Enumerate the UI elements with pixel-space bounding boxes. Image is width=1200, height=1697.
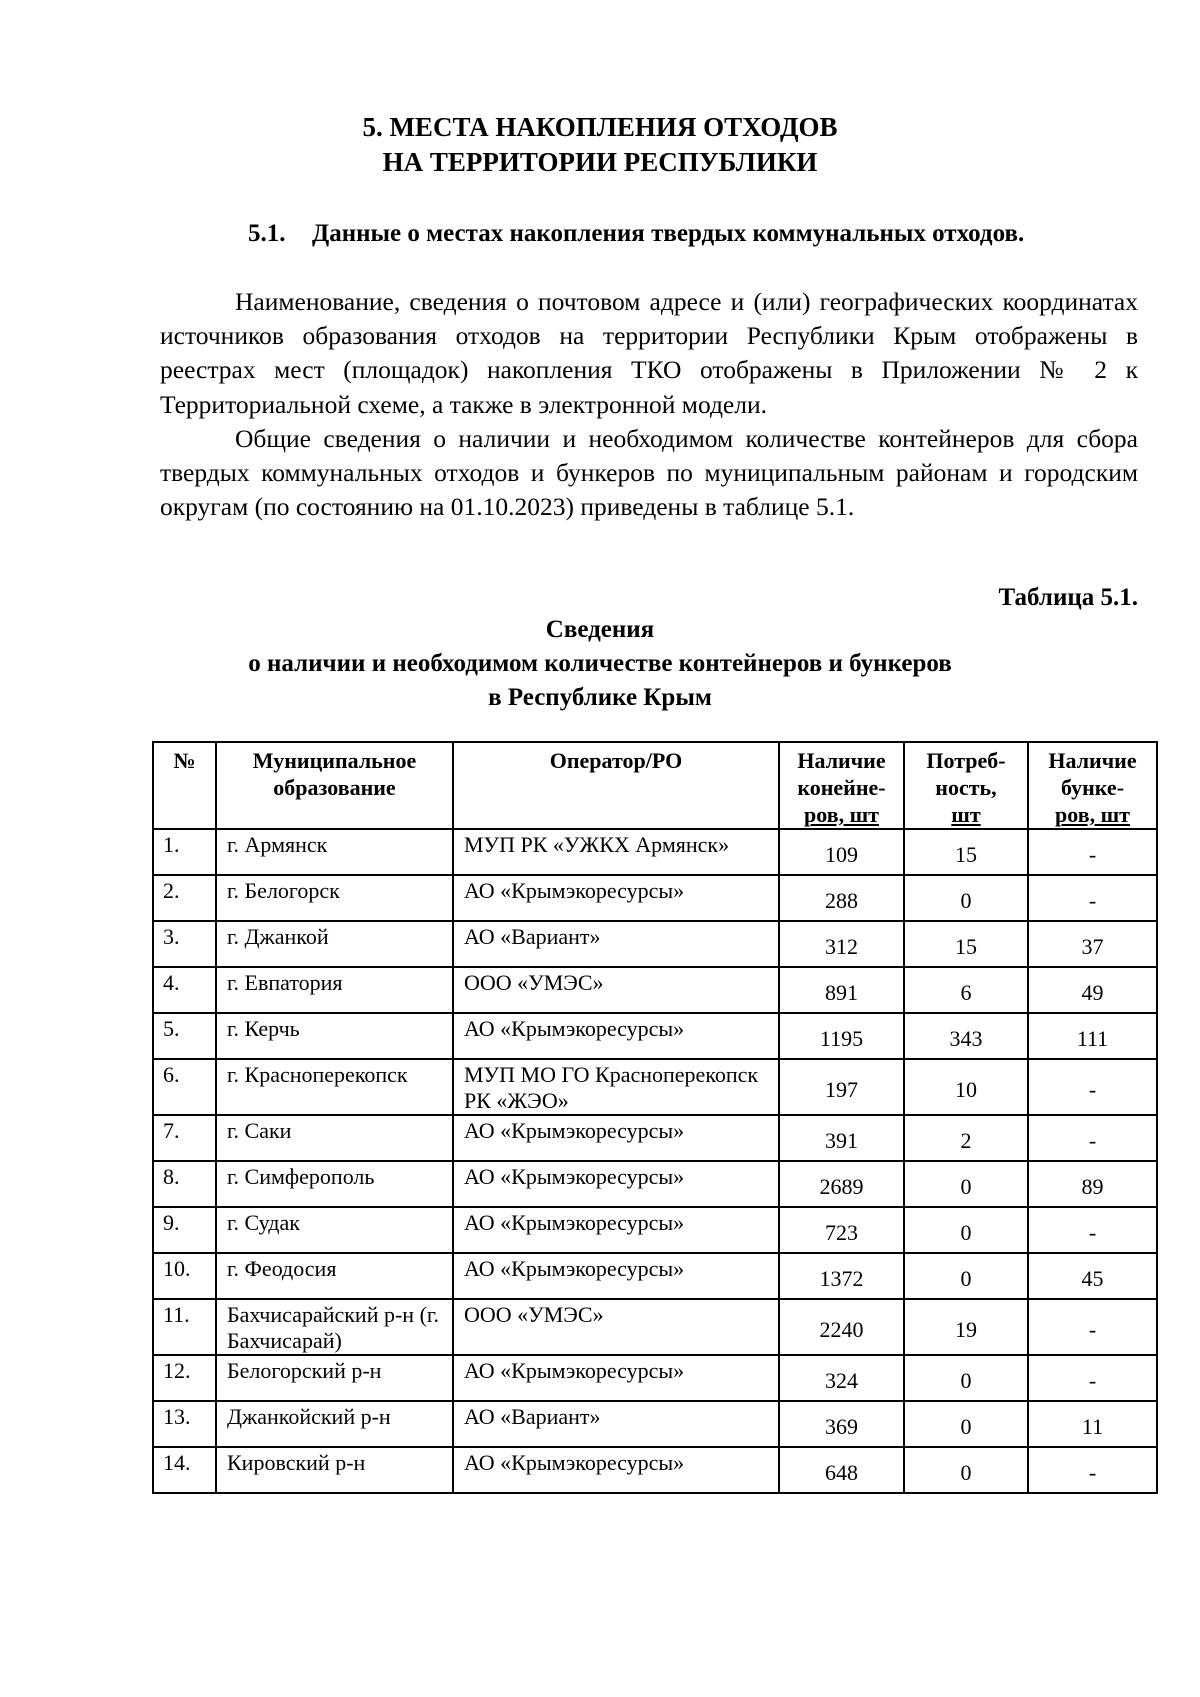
header-municipality: Муниципальное образование bbox=[216, 742, 453, 829]
row-containers: 197 bbox=[779, 1059, 904, 1115]
row-bunkers: - bbox=[1028, 1299, 1157, 1355]
row-operator: МУП РК «УЖКХ Армянск» bbox=[453, 829, 779, 875]
subsection-title: Данные о местах накопления твердых коммунальных отходов. bbox=[312, 220, 1025, 247]
row-num: 4. bbox=[153, 967, 216, 1013]
row-containers: 391 bbox=[779, 1115, 904, 1161]
row-containers: 1372 bbox=[779, 1253, 904, 1299]
row-num: 8. bbox=[153, 1161, 216, 1207]
row-operator: ООО «УМЭС» bbox=[453, 967, 779, 1013]
row-municipality: г. Евпатория bbox=[216, 967, 453, 1013]
row-operator: АО «Крымэкоресурсы» bbox=[453, 1013, 779, 1059]
table-row bbox=[153, 829, 1157, 875]
row-need: 6 bbox=[904, 967, 1028, 1013]
row-municipality: Джанкойский р-н bbox=[216, 1401, 453, 1447]
row-num: 14. bbox=[153, 1447, 216, 1493]
row-bunkers: 49 bbox=[1028, 967, 1157, 1013]
subsection-heading bbox=[248, 218, 1024, 250]
row-operator: АО «Вариант» bbox=[453, 1401, 779, 1447]
row-operator: АО «Крымэкоресурсы» bbox=[453, 1161, 779, 1207]
row-need: 0 bbox=[904, 875, 1028, 921]
row-containers: 288 bbox=[779, 875, 904, 921]
row-bunkers: 11 bbox=[1028, 1401, 1157, 1447]
row-operator: АО «Вариант» bbox=[453, 921, 779, 967]
table-row bbox=[153, 1299, 1157, 1355]
paragraph-2: Общие сведения о наличии и необходимом количестве контейнеров для сбора твердых коммунальных отходов и бункеров по муниципальным районам и городским округам (по состоянию на 01.10.2023) приведены в таблице 5.1. bbox=[160, 423, 1138, 522]
row-need: 2 bbox=[904, 1115, 1028, 1161]
row-bunkers: - bbox=[1028, 1059, 1157, 1115]
row-municipality: г. Белогорск bbox=[216, 875, 453, 921]
table-row bbox=[153, 1355, 1157, 1401]
row-need: 19 bbox=[904, 1299, 1028, 1355]
containers-table bbox=[152, 741, 1158, 1494]
row-bunkers: 111 bbox=[1028, 1013, 1157, 1059]
row-num: 10. bbox=[153, 1253, 216, 1299]
row-municipality: г. Керчь bbox=[216, 1013, 453, 1059]
row-containers: 891 bbox=[779, 967, 904, 1013]
row-containers: 109 bbox=[779, 829, 904, 875]
table-row bbox=[153, 1253, 1157, 1299]
row-containers: 369 bbox=[779, 1401, 904, 1447]
row-need: 0 bbox=[904, 1355, 1028, 1401]
row-bunkers: - bbox=[1028, 1355, 1157, 1401]
row-need: 0 bbox=[904, 1447, 1028, 1493]
row-containers: 1195 bbox=[779, 1013, 904, 1059]
table-row bbox=[153, 1013, 1157, 1059]
table-row bbox=[153, 1207, 1157, 1253]
header-num: № bbox=[153, 742, 216, 829]
row-need: 0 bbox=[904, 1401, 1028, 1447]
row-need: 0 bbox=[904, 1253, 1028, 1299]
row-operator: АО «Крымэкоресурсы» bbox=[453, 875, 779, 921]
header-containers: Наличие конейне- ров, шт bbox=[779, 742, 904, 829]
row-num: 6. bbox=[153, 1059, 216, 1115]
row-bunkers: - bbox=[1028, 875, 1157, 921]
row-num: 2. bbox=[153, 875, 216, 921]
row-bunkers: 37 bbox=[1028, 921, 1157, 967]
row-bunkers: 89 bbox=[1028, 1161, 1157, 1207]
table-title-line2: о наличии и необходимом количестве контейнеров и бункеров bbox=[248, 650, 952, 677]
row-num: 11. bbox=[153, 1299, 216, 1355]
row-operator: АО «Крымэкоресурсы» bbox=[453, 1207, 779, 1253]
row-operator: АО «Крымэкоресурсы» bbox=[453, 1253, 779, 1299]
section-heading bbox=[0, 110, 1200, 180]
table-row bbox=[153, 1161, 1157, 1207]
table-title bbox=[0, 613, 1200, 715]
header-operator: Оператор/РО bbox=[453, 742, 779, 829]
table-header-row bbox=[153, 742, 1157, 829]
row-containers: 2240 bbox=[779, 1299, 904, 1355]
row-bunkers: - bbox=[1028, 829, 1157, 875]
table-row bbox=[153, 875, 1157, 921]
row-municipality: Белогорский р-н bbox=[216, 1355, 453, 1401]
row-need: 15 bbox=[904, 921, 1028, 967]
row-need: 343 bbox=[904, 1013, 1028, 1059]
row-municipality: Бахчисарайский р-н (г. Бахчисарай) bbox=[216, 1299, 453, 1355]
table-row bbox=[153, 921, 1157, 967]
row-num: 13. bbox=[153, 1401, 216, 1447]
row-bunkers: 45 bbox=[1028, 1253, 1157, 1299]
row-need: 0 bbox=[904, 1207, 1028, 1253]
section-title-line1: 5. МЕСТА НАКОПЛЕНИЯ ОТХОДОВ bbox=[362, 112, 838, 142]
row-operator: АО «Крымэкоресурсы» bbox=[453, 1115, 779, 1161]
row-num: 9. bbox=[153, 1207, 216, 1253]
row-municipality: г. Симферополь bbox=[216, 1161, 453, 1207]
table-row bbox=[153, 967, 1157, 1013]
row-operator: МУП МО ГО Красноперекопск РК «ЖЭО» bbox=[453, 1059, 779, 1115]
row-municipality: г. Джанкой bbox=[216, 921, 453, 967]
row-operator: АО «Крымэкоресурсы» bbox=[453, 1447, 779, 1493]
row-municipality: Кировский р-н bbox=[216, 1447, 453, 1493]
row-containers: 648 bbox=[779, 1447, 904, 1493]
row-num: 1. bbox=[153, 829, 216, 875]
header-need: Потреб- ность, шт bbox=[904, 742, 1028, 829]
paragraph-1: Наименование, сведения о почтовом адресе и (или) географических координатах источников образования отходов на территории Республики Крым отображены в реестрах мест (площадок) накопления ТКО отображены в Приложении № 2 к Территориальной схеме, а также в электронной модели. bbox=[160, 287, 1138, 419]
row-municipality: г. Саки bbox=[216, 1115, 453, 1161]
section-title-line2: НА ТЕРРИТОРИИ РЕСПУБЛИКИ bbox=[382, 147, 818, 177]
row-operator: АО «Крымэкоресурсы» bbox=[453, 1355, 779, 1401]
row-containers: 2689 bbox=[779, 1161, 904, 1207]
row-containers: 324 bbox=[779, 1355, 904, 1401]
row-bunkers: - bbox=[1028, 1115, 1157, 1161]
row-containers: 312 bbox=[779, 921, 904, 967]
table-label: Таблица 5.1. bbox=[998, 584, 1138, 611]
table-title-line1: Сведения bbox=[545, 616, 655, 643]
table-body bbox=[153, 829, 1157, 1493]
row-num: 3. bbox=[153, 921, 216, 967]
row-num: 12. bbox=[153, 1355, 216, 1401]
row-num: 7. bbox=[153, 1115, 216, 1161]
row-municipality: г. Армянск bbox=[216, 829, 453, 875]
row-municipality: г. Судак bbox=[216, 1207, 453, 1253]
header-bunkers: Наличие бунке- ров, шт bbox=[1028, 742, 1157, 829]
row-operator: ООО «УМЭС» bbox=[453, 1299, 779, 1355]
row-need: 0 bbox=[904, 1161, 1028, 1207]
body-text bbox=[160, 285, 1138, 524]
table-row bbox=[153, 1447, 1157, 1493]
row-municipality: г. Феодосия bbox=[216, 1253, 453, 1299]
table-title-line3: в Республике Крым bbox=[488, 684, 712, 711]
row-municipality: г. Красноперекопск bbox=[216, 1059, 453, 1115]
table-row bbox=[153, 1115, 1157, 1161]
row-bunkers: - bbox=[1028, 1207, 1157, 1253]
row-need: 10 bbox=[904, 1059, 1028, 1115]
row-containers: 723 bbox=[779, 1207, 904, 1253]
row-need: 15 bbox=[904, 829, 1028, 875]
row-bunkers: - bbox=[1028, 1447, 1157, 1493]
table-row bbox=[153, 1401, 1157, 1447]
row-num: 5. bbox=[153, 1013, 216, 1059]
subsection-number: 5.1. bbox=[248, 220, 286, 247]
table-row bbox=[153, 1059, 1157, 1115]
